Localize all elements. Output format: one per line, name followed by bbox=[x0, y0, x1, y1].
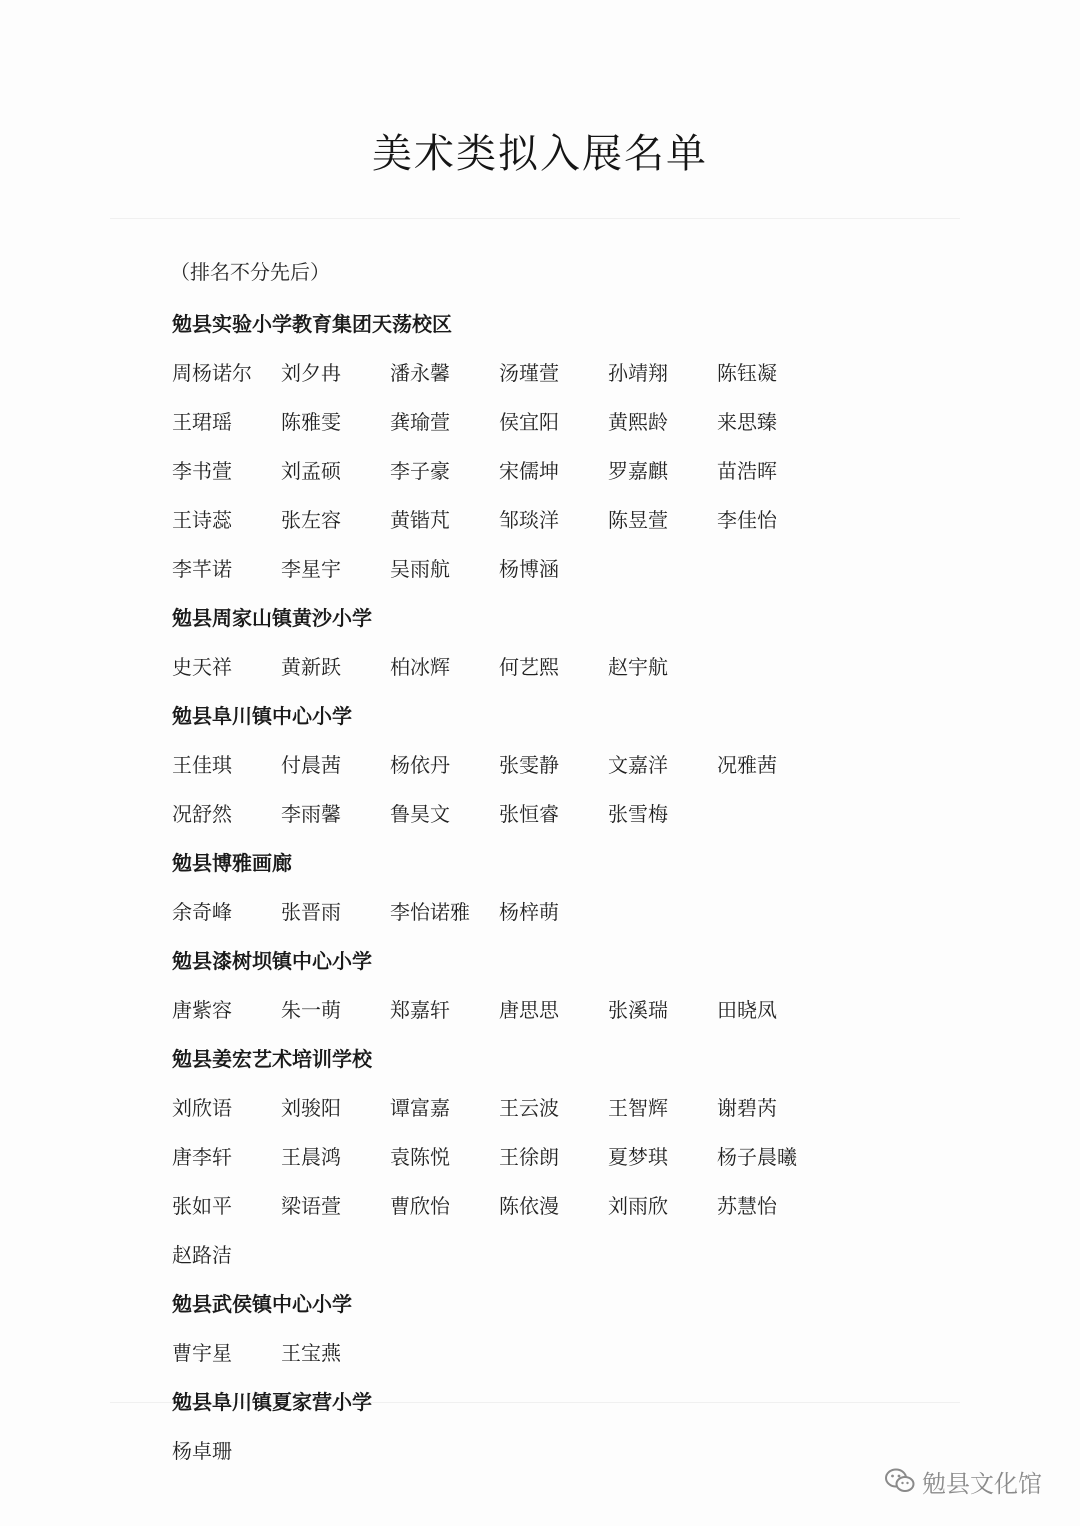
student-name: 李星宇 bbox=[281, 557, 341, 581]
student-name: 王云波 bbox=[499, 1096, 559, 1120]
student-name: 郑嘉轩 bbox=[390, 998, 450, 1022]
student-name: 付晨茜 bbox=[281, 753, 341, 777]
student-name: 谭富嘉 bbox=[390, 1096, 450, 1120]
school-heading: 勉县阜川镇夏家营小学 bbox=[172, 1390, 372, 1414]
student-name: 孙靖翔 bbox=[608, 361, 668, 385]
school-heading: 勉县姜宏艺术培训学校 bbox=[172, 1047, 372, 1071]
student-name: 曹欣怡 bbox=[390, 1194, 450, 1218]
student-name: 史天祥 bbox=[172, 655, 232, 679]
student-name: 夏梦琪 bbox=[608, 1145, 668, 1169]
student-name: 张左容 bbox=[281, 508, 341, 532]
school-heading: 勉县阜川镇中心小学 bbox=[172, 704, 352, 728]
student-name: 李佳怡 bbox=[717, 508, 777, 532]
student-name: 张晋雨 bbox=[281, 900, 341, 924]
watermark bbox=[884, 1466, 1042, 1496]
ranking-note: （排名不分先后） bbox=[170, 260, 330, 284]
student-name: 王诗蕊 bbox=[172, 508, 232, 532]
student-name: 王晨鸿 bbox=[281, 1145, 341, 1169]
student-name: 况舒然 bbox=[172, 802, 232, 826]
student-name: 汤瑾萱 bbox=[499, 361, 559, 385]
student-name: 王宝燕 bbox=[281, 1341, 341, 1365]
student-name: 陈雅雯 bbox=[281, 410, 341, 434]
student-name: 杨依丹 bbox=[390, 753, 450, 777]
student-name: 杨子晨曦 bbox=[717, 1145, 797, 1169]
student-name: 陈昱萱 bbox=[608, 508, 668, 532]
student-name: 苗浩晖 bbox=[717, 459, 777, 483]
student-name: 黄锴芃 bbox=[390, 508, 450, 532]
student-name: 李怡诺雅 bbox=[390, 900, 470, 924]
student-name: 罗嘉麒 bbox=[608, 459, 668, 483]
student-name-list bbox=[172, 1084, 932, 1280]
student-name-list bbox=[172, 986, 932, 1035]
student-name: 刘骏阳 bbox=[281, 1096, 341, 1120]
student-name: 周杨诺尔 bbox=[172, 361, 252, 385]
student-name: 谢碧芮 bbox=[717, 1096, 777, 1120]
student-name: 唐思思 bbox=[499, 998, 559, 1022]
school-heading: 勉县周家山镇黄沙小学 bbox=[172, 606, 372, 630]
student-name: 陈钰凝 bbox=[717, 361, 777, 385]
student-name: 李雨馨 bbox=[281, 802, 341, 826]
student-name-list bbox=[172, 888, 932, 937]
student-name-list bbox=[172, 1427, 932, 1476]
student-name-list bbox=[172, 643, 932, 692]
student-name: 杨卓珊 bbox=[172, 1439, 232, 1463]
name-list bbox=[172, 300, 932, 1476]
student-name-list bbox=[172, 741, 932, 839]
student-name: 王智辉 bbox=[608, 1096, 668, 1120]
student-name: 何艺熙 bbox=[499, 655, 559, 679]
student-name: 唐紫容 bbox=[172, 998, 232, 1022]
student-name: 张雯静 bbox=[499, 753, 559, 777]
student-name: 苏慧怡 bbox=[717, 1194, 777, 1218]
student-name: 黄新跃 bbox=[281, 655, 341, 679]
student-name: 文嘉洋 bbox=[608, 753, 668, 777]
student-name: 张如平 bbox=[172, 1194, 232, 1218]
student-name: 刘欣语 bbox=[172, 1096, 232, 1120]
student-name: 潘永馨 bbox=[390, 361, 450, 385]
student-name: 张恒睿 bbox=[499, 802, 559, 826]
student-name: 杨梓萌 bbox=[499, 900, 559, 924]
student-name: 黄熙龄 bbox=[608, 410, 668, 434]
student-name: 龚瑜萱 bbox=[390, 410, 450, 434]
student-name: 王珺瑶 bbox=[172, 410, 232, 434]
student-name: 张溪瑞 bbox=[608, 998, 668, 1022]
student-name: 李书萱 bbox=[172, 459, 232, 483]
student-name: 刘夕冉 bbox=[281, 361, 341, 385]
student-name: 朱一萌 bbox=[281, 998, 341, 1022]
student-name: 梁语萱 bbox=[281, 1194, 341, 1218]
student-name: 柏冰辉 bbox=[390, 655, 450, 679]
school-heading: 勉县武侯镇中心小学 bbox=[172, 1292, 352, 1316]
watermark-text: 勉县文化馆 bbox=[922, 1469, 1042, 1498]
school-heading: 勉县博雅画廊 bbox=[172, 851, 292, 875]
school-heading: 勉县实验小学教育集团天荡校区 bbox=[172, 312, 452, 336]
student-name: 吴雨航 bbox=[390, 557, 450, 581]
student-name: 余奇峰 bbox=[172, 900, 232, 924]
student-name: 杨博涵 bbox=[499, 557, 559, 581]
student-name: 刘雨欣 bbox=[608, 1194, 668, 1218]
student-name: 王徐朗 bbox=[499, 1145, 559, 1169]
student-name: 刘孟硕 bbox=[281, 459, 341, 483]
student-name: 李子豪 bbox=[390, 459, 450, 483]
page-title: 美术类拟入展名单 bbox=[372, 131, 708, 177]
student-name: 侯宜阳 bbox=[499, 410, 559, 434]
student-name: 王佳琪 bbox=[172, 753, 232, 777]
student-name-list bbox=[172, 1329, 932, 1378]
student-name: 陈依漫 bbox=[499, 1194, 559, 1218]
student-name: 袁陈悦 bbox=[390, 1145, 450, 1169]
student-name: 李芊诺 bbox=[172, 557, 232, 581]
school-heading: 勉县漆树坝镇中心小学 bbox=[172, 949, 372, 973]
student-name: 田晓凤 bbox=[717, 998, 777, 1022]
student-name: 唐李轩 bbox=[172, 1145, 232, 1169]
student-name: 况雅茜 bbox=[717, 753, 777, 777]
student-name: 来思臻 bbox=[717, 410, 777, 434]
student-name: 赵路洁 bbox=[172, 1243, 232, 1267]
student-name: 宋儒坤 bbox=[499, 459, 559, 483]
student-name-list bbox=[172, 349, 932, 594]
student-name: 赵宇航 bbox=[608, 655, 668, 679]
wechat-icon bbox=[884, 1467, 916, 1495]
scan-artifact bbox=[110, 218, 960, 219]
student-name: 张雪梅 bbox=[608, 802, 668, 826]
student-name: 邹琰洋 bbox=[499, 508, 559, 532]
student-name: 鲁昊文 bbox=[390, 802, 450, 826]
student-name: 曹宇星 bbox=[172, 1341, 232, 1365]
